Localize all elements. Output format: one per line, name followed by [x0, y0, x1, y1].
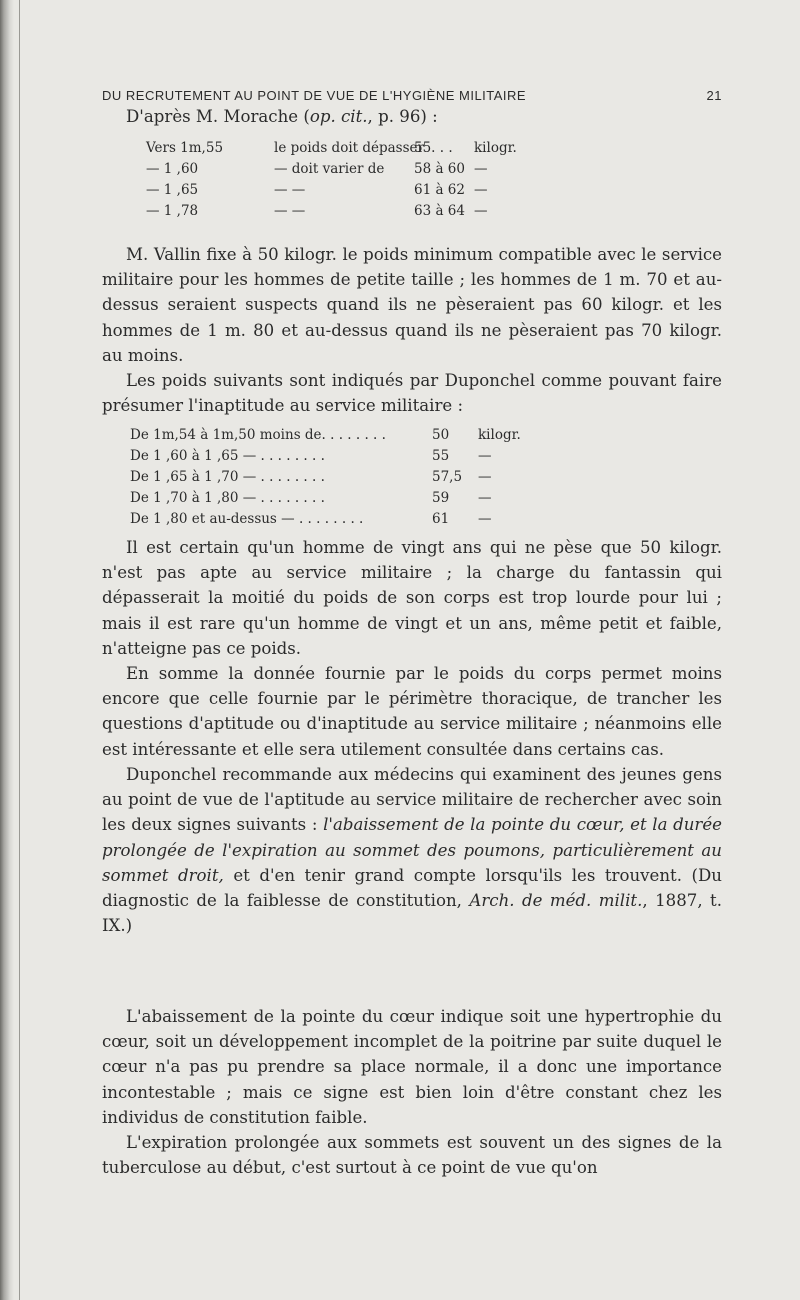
table-row: — 1 ,78 — — 63 à 64 —	[146, 203, 488, 219]
body-block-1	[102, 535, 722, 762]
book-binding-shadow	[0, 0, 14, 1300]
paragraph: L'expiration prolongée aux sommets est souvent un des signes de la tuberculose au début, c'est surtout à ce point de vue qu'on	[102, 1133, 722, 1178]
body-block-2	[102, 762, 722, 938]
page-edge-line	[19, 0, 20, 1300]
morache-weight-table	[146, 138, 566, 222]
table-row: De 1m,54 à 1m,50 moins de. . . . . . . . 50 kilogr.	[130, 427, 521, 443]
book-page	[62, 0, 762, 1300]
paragraph: Duponchel recommande aux médecins qui examinent des jeunes gens au point de vue de l'aptitude au service militaire de rechercher avec soin les deux signes suivants : l'abaissement de la pointe du cœur, et la durée prolongée de l'expiration au sommet des poumons, particulièrement au sommet droit, et d'en tenir grand compte lorsqu'ils les trouvent. (Du diagnostic de la faiblesse de constitution, Arch. de méd. milit., 1887, t. IX.)	[102, 765, 722, 936]
table-row: De 1 ,80 et au-dessus — . . . . . . . . 61 —	[130, 511, 492, 527]
paragraph: En somme la donnée fournie par le poids du corps permet moins encore que celle fournie par le périmètre thoracique, de trancher les questions d'aptitude ou d'inaptitude au service militaire ; néanmoins elle est intéressante et elle sera utilement consultée dans certains cas.	[102, 664, 722, 759]
duponchel-weight-table	[130, 425, 580, 530]
running-head-title: DU RECRUTEMENT AU POINT DE VUE DE L'HYGIÈNE MILITAIRE	[102, 88, 527, 103]
table-row: — 1 ,65 — — 61 à 62 —	[146, 182, 488, 198]
paragraph: L'abaissement de la pointe du cœur indique soit une hypertrophie du cœur, soit un développement incomplet de la poitrine par suite duquel le cœur n'a pas pu prendre sa place normale, il a donc une importance incontestable ; mais ce signe est bien loin d'être constant chez les individus de constitution faible.	[102, 1007, 722, 1127]
table-row: — 1 ,60 — doit varier de 58 à 60 —	[146, 161, 488, 177]
page-number: 21	[706, 88, 722, 103]
table-row: De 1 ,70 à 1 ,80 — . . . . . . . . 59 —	[130, 490, 492, 506]
intro-line: D'après M. Morache (op. cit., p. 96) :	[126, 107, 438, 126]
body-block-3	[102, 1004, 722, 1180]
paragraph: M. Vallin fixe à 50 kilogr. le poids minimum compatible avec le service militaire pour les hommes de petite taille ; les hommes de 1 m. 70 et au-dessus seraient suspects quand ils ne pèseraient pas 60 kilogr. et les hommes de 1 m. 80 et au-dessus quand ils ne pèseraient pas 70 kilogr. au moins.	[102, 245, 722, 365]
table-row: De 1 ,65 à 1 ,70 — . . . . . . . . 57,5 —	[130, 469, 492, 485]
citation-italic: op. cit.	[309, 107, 368, 126]
paragraph: Il est certain qu'un homme de vingt ans qui ne pèse que 50 kilogr. n'est pas apte au service militaire ; la charge du fantassin qui dépasserait la moitié du poids de son corps est trop lourde pour lui ; mais il est rare qu'un homme de vingt et un ans, même petit et faible, n'atteigne pas ce poids.	[102, 538, 722, 658]
table-row: De 1 ,60 à 1 ,65 — . . . . . . . . 55 —	[130, 448, 492, 464]
paragraph: Les poids suivants sont indiqués par Duponchel comme pouvant faire présumer l'inaptitude au service militaire :	[102, 371, 722, 416]
table-row: Vers 1m,55 le poids doit dépasser 55. . . kilogr.	[146, 140, 517, 156]
vallin-paragraph-block	[102, 242, 722, 418]
